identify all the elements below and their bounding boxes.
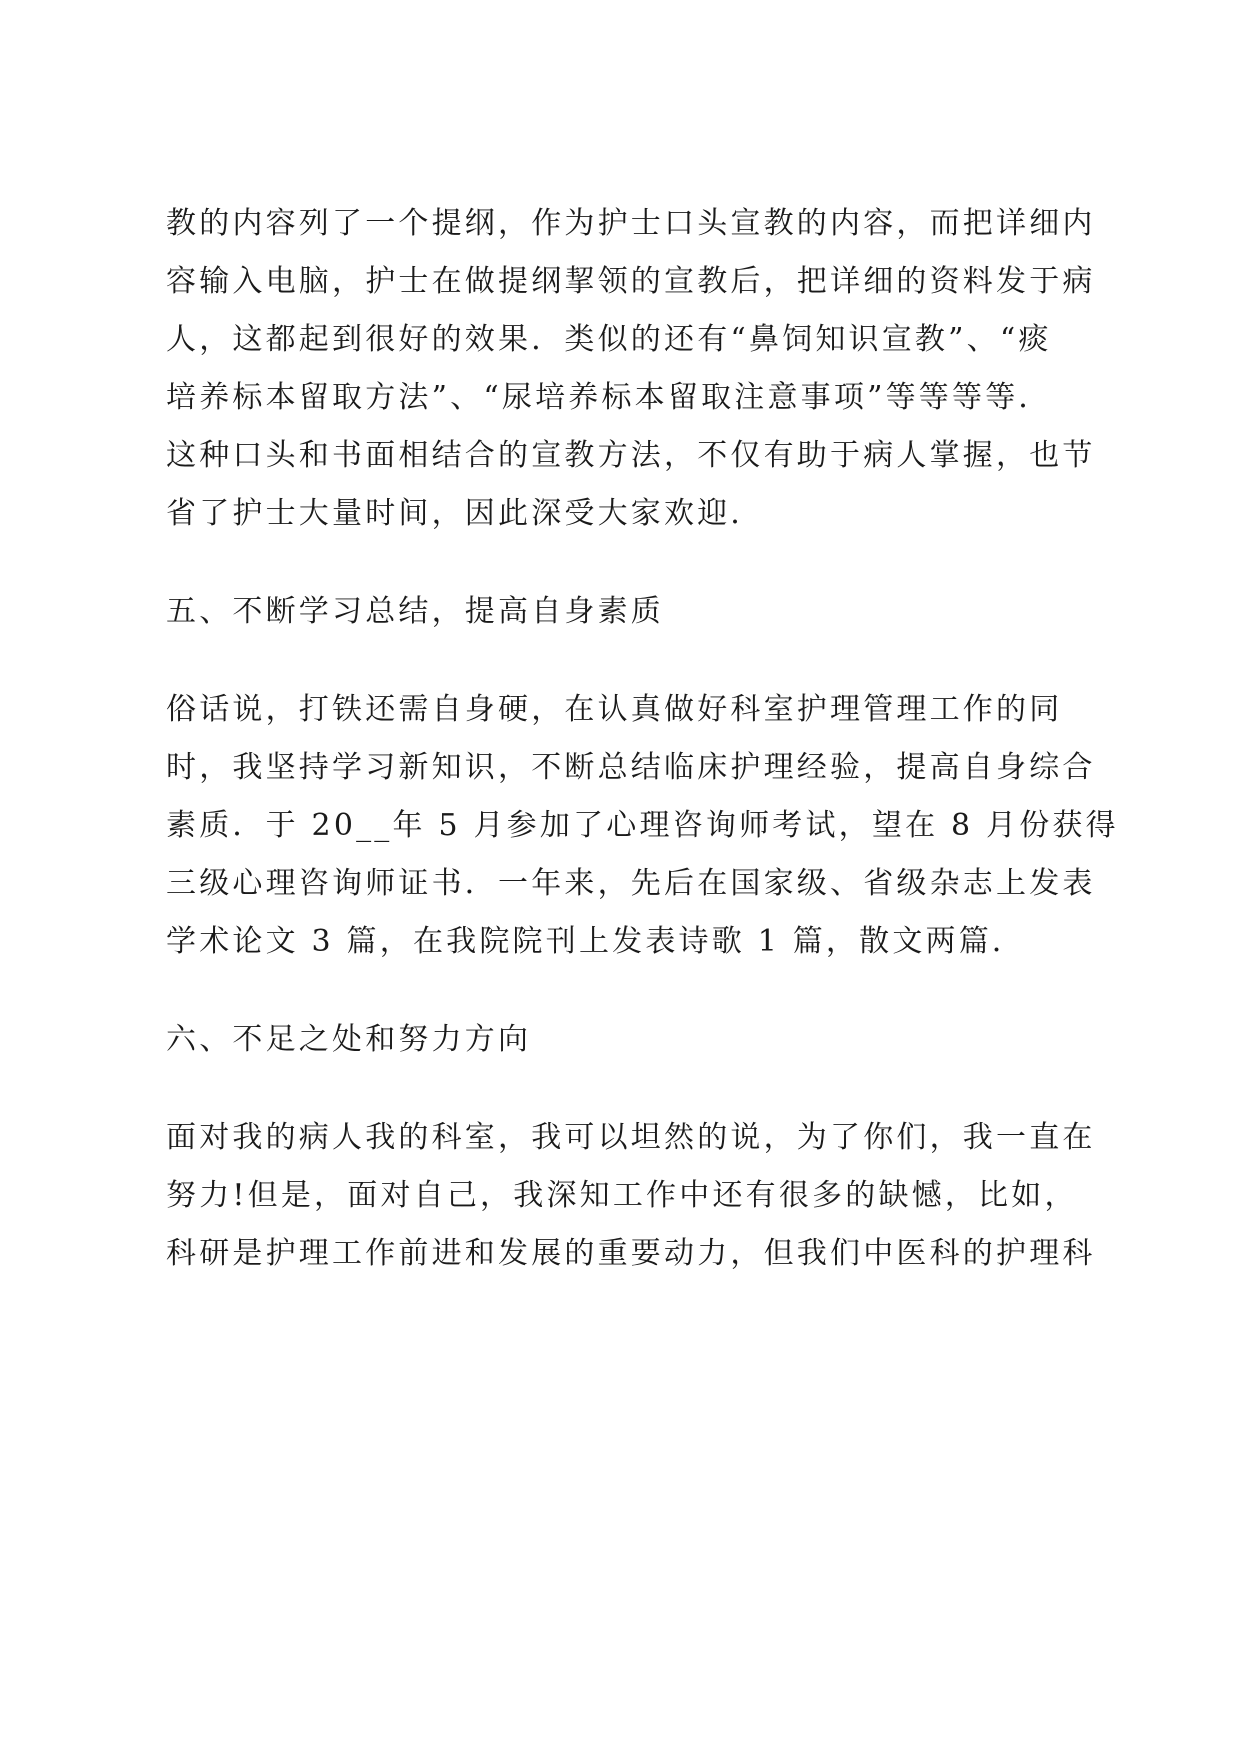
paragraph-line: 容输入电脑，护士在做提纲挈领的宣教后，把详细的资料发于病: [166, 264, 1096, 299]
paragraph-line: 学术论文 3 篇，在我院院刊上发表诗歌 1 篇，散文两篇．: [166, 924, 1026, 959]
paragraph-line: 俗话说，打铁还需自身硬，在认真做好科室护理管理工作的同: [166, 692, 1063, 727]
section-heading: 五、不断学习总结，提高自身素质: [166, 594, 664, 629]
paragraph-line: 面对我的病人我的科室，我可以坦然的说，为了你们，我一直在: [166, 1120, 1096, 1155]
paragraph-line: 教的内容列了一个提纲，作为护士口头宣教的内容，而把详细内: [166, 206, 1096, 241]
paragraph-line: 努力!但是，面对自己，我深知工作中还有很多的缺憾，比如，: [166, 1178, 1078, 1213]
paragraph-line: 素质．于 20__年 5 月参加了心理咨询师考试，望在 8 月份获得: [166, 808, 1119, 843]
paragraph-line: 时，我坚持学习新知识，不断总结临床护理经验，提高自身综合: [166, 750, 1096, 785]
paragraph-line: 人，这都起到很好的效果．类似的还有“鼻饲知识宣教”、“痰: [166, 322, 1052, 357]
paragraph-line: 这种口头和书面相结合的宣教方法，不仅有助于病人掌握，也节: [166, 438, 1096, 473]
paragraph-line: 省了护士大量时间，因此深受大家欢迎．: [166, 496, 764, 531]
section-heading: 六、不足之处和努力方向: [166, 1022, 532, 1057]
paragraph-line: 科研是护理工作前进和发展的重要动力，但我们中医科的护理科: [166, 1236, 1096, 1271]
paragraph-line: 培养标本留取方法”、“尿培养标本留取注意事项”等等等等．: [166, 380, 1052, 415]
paragraph-line: 三级心理咨询师证书．一年来，先后在国家级、省级杂志上发表: [166, 866, 1096, 901]
